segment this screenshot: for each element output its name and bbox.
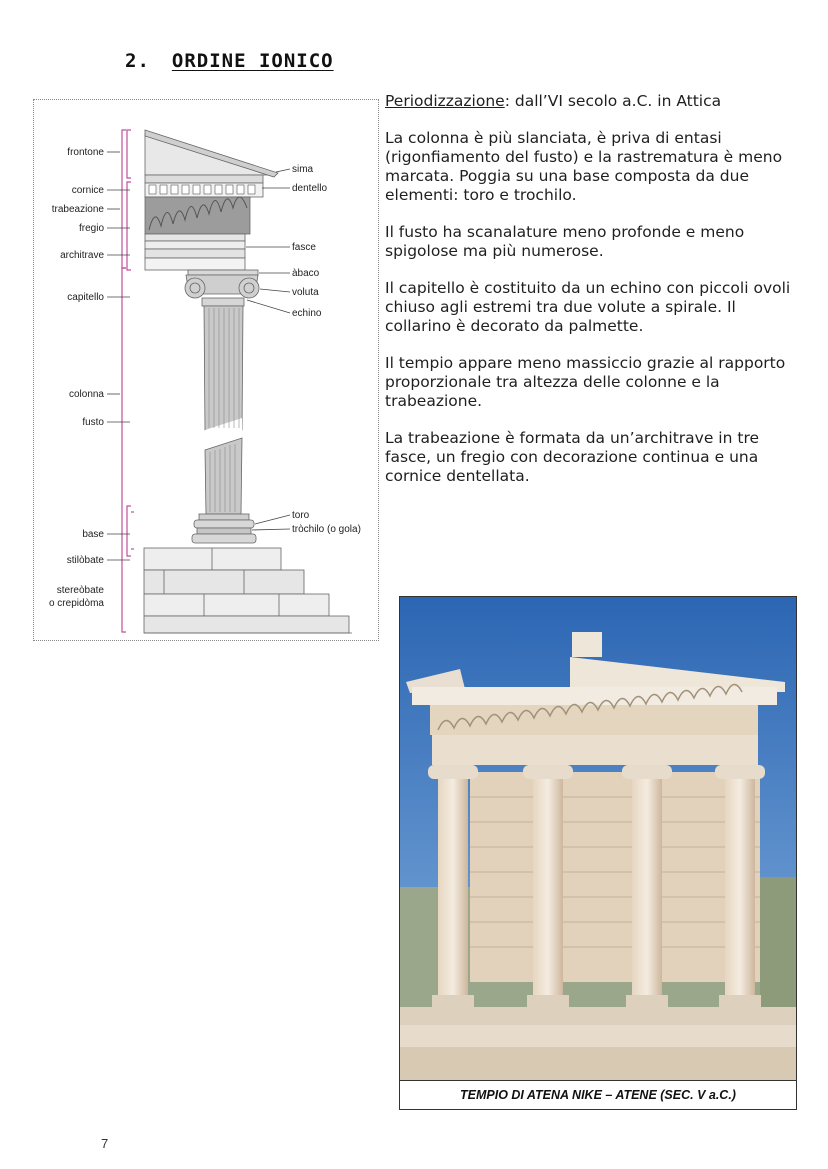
periodization-label: Periodizzazione [385,92,505,110]
periodization-paragraph [385,92,795,111]
diagram-left-labels [49,147,104,609]
svg-text:base: base [82,529,104,540]
diagram-right-labels [292,164,361,535]
section-title: ORDINE IONICO [171,50,334,72]
svg-text:colonna: colonna [68,389,104,400]
svg-text:frontone: frontone [67,147,104,158]
paragraph-temple: Il tempio appare meno massiccio grazie al rapporto proporzionale tra altezza delle colonne e la trabeazione. [385,354,786,410]
ionic-order-diagram [33,99,379,641]
diagram-illustration [34,100,379,641]
svg-text:capitello: capitello [67,292,104,303]
svg-text:o crepidòma: o crepidòma [48,598,104,609]
diagram-right-leaders [246,169,290,530]
svg-text:fregio: fregio [78,223,104,234]
svg-text:fasce: fasce [292,242,316,253]
svg-text:echino: echino [292,308,322,319]
svg-text:dentello: dentello [292,183,328,194]
paragraph-entablature: La trabeazione è formata da un’architrave in tre fasce, un fregio con decorazione continua e una cornice dentellata. [385,429,760,485]
temple-photo [399,596,797,1110]
photo-caption: TEMPIO DI ATENA NIKE – ATENE (SEC. V a.C.) [400,1080,796,1109]
diagram-brackets [122,130,134,632]
svg-text:stereòbate: stereòbate [56,585,104,596]
svg-text:trabeazione: trabeazione [51,204,104,215]
section-number: 2. [125,50,150,72]
svg-text:architrave: architrave [60,250,104,261]
periodization-value: : dall’VI secolo a.C. in Attica [504,92,722,110]
section-heading [125,50,334,72]
svg-text:fusto: fusto [82,417,104,428]
diagram-temple [144,130,352,633]
temple-photo-image [400,597,796,1081]
paragraph-column: La colonna è più slanciata, è priva di entasi (rigonfiamento del fusto) e la rastrematura è meno marcata. Poggia su una base composta da due elementi: toro e trochilo. [385,129,783,204]
svg-text:sima: sima [292,164,314,175]
svg-text:tròchilo (o gola): tròchilo (o gola) [292,524,361,535]
paragraph-capital: Il capitello è costituito da un echino con piccoli ovoli chiuso agli estremi tra due volute a spirale. Il collarino è decorato da palmette. [385,279,791,335]
page-number: 7 [101,1136,109,1151]
svg-text:cornice: cornice [71,185,104,196]
paragraph-shaft: Il fusto ha scanalature meno profonde e meno spigolose ma più numerose. [385,223,745,260]
svg-text:voluta: voluta [292,287,319,298]
svg-text:àbaco: àbaco [292,268,320,279]
description-text [385,92,795,504]
svg-text:stilòbate: stilòbate [66,555,104,566]
svg-text:toro: toro [292,510,310,521]
